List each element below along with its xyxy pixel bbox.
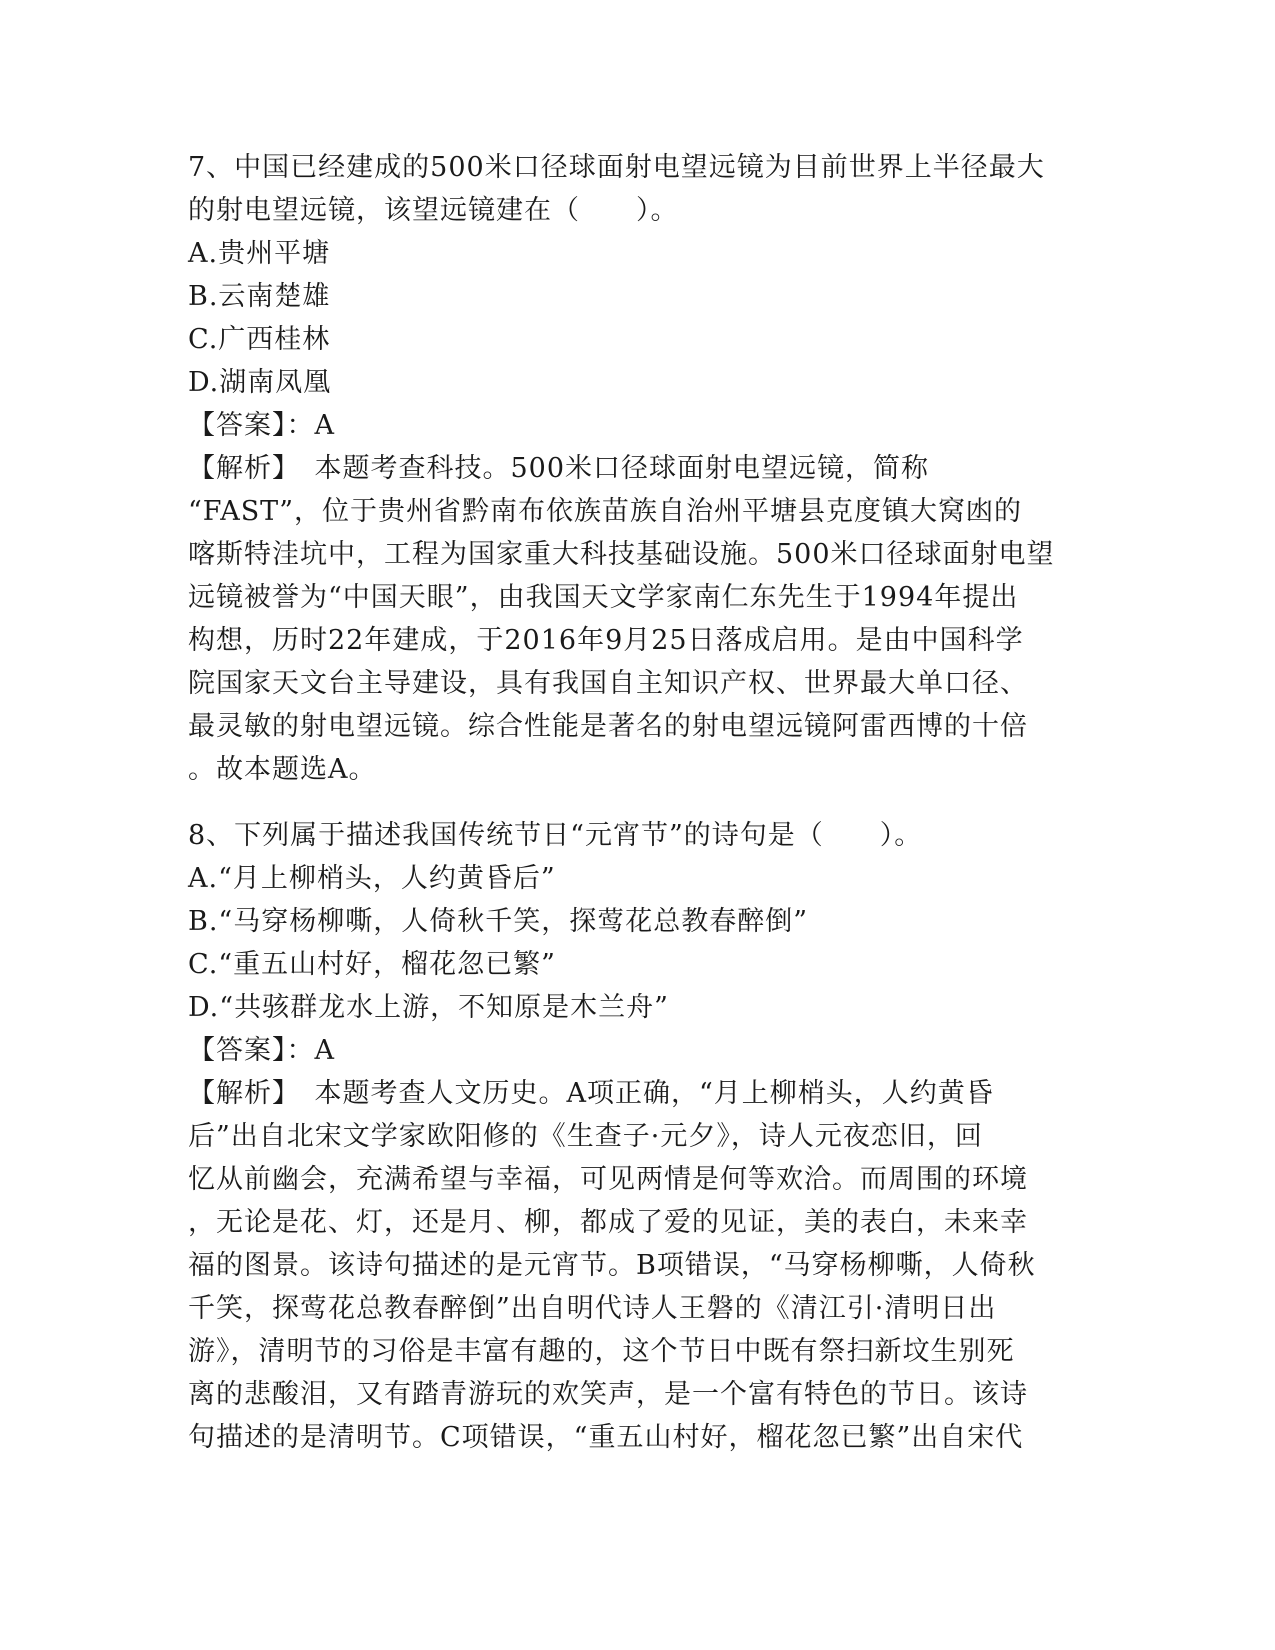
question-stem: 7、中国已经建成的500米口径球面射电望远镜为目前世界上半径最大 (188, 152, 1045, 183)
option-b: B.“马穿杨柳嘶，人倚秋千笑，探莺花总教春醉倒” (188, 906, 809, 937)
analysis-line: 【解析】 本题考查人文历史。A项正确，“月上柳梢头，人约黄昏 (188, 1078, 994, 1109)
analysis-line: 后”出自北宋文学家欧阳修的《生查子·元夕》，诗人元夜恋旧，回 (188, 1121, 983, 1152)
option-d: D.“共骇群龙水上游，不知原是木兰舟” (188, 992, 669, 1023)
question-7 (188, 146, 1088, 791)
analysis-line: 。故本题选A。 (188, 754, 377, 785)
analysis-line: 福的图景。该诗句描述的是元宵节。B项错误，“马穿杨柳嘶，人倚秋 (188, 1250, 1036, 1281)
analysis-line: 千笑，探莺花总教春醉倒”出自明代诗人王磐的《清江引·清明日出 (188, 1293, 997, 1324)
analysis-line: 院国家天文台主导建设，具有我国自主知识产权、世界最大单口径、 (188, 668, 1028, 699)
analysis-line: “FAST”，位于贵州省黔南布依族苗族自治州平塘县克度镇大窝凼的 (188, 496, 1022, 527)
analysis-line: 忆从前幽会，充满希望与幸福，可见两情是何等欢洽。而周围的环境 (188, 1164, 1028, 1195)
document-page (188, 146, 1088, 1459)
analysis-line: 构想，历时22年建成，于2016年9月25日落成启用。是由中国科学 (188, 625, 1024, 656)
option-b: B.云南楚雄 (188, 281, 331, 312)
question-stem: 的射电望远镜，该望远镜建在（ ）。 (188, 195, 679, 226)
analysis-line: 游》，清明节的习俗是丰富有趣的，这个节日中既有祭扫新坟生别死 (188, 1336, 1015, 1367)
analysis-line: 最灵敏的射电望远镜。综合性能是著名的射电望远镜阿雷西博的十倍 (188, 711, 1028, 742)
option-d: D.湖南凤凰 (188, 367, 332, 398)
option-a: A.“月上柳梢头，人约黄昏后” (188, 863, 556, 894)
analysis-line: 句描述的是清明节。C项错误，“重五山村好，榴花忽已繁”出自宋代 (188, 1422, 1024, 1453)
analysis-line: 【解析】 本题考查科技。500米口径球面射电望远镜，简称 (188, 453, 930, 484)
option-c: C.“重五山村好，榴花忽已繁” (188, 949, 556, 980)
question-stem: 8、下列属于描述我国传统节日“元宵节”的诗句是（ ）。 (188, 820, 923, 851)
option-c: C.广西桂林 (188, 324, 331, 355)
answer: 【答案】：A (188, 410, 335, 441)
question-spacer (188, 791, 1088, 814)
analysis-line: 离的悲酸泪，又有踏青游玩的欢笑声，是一个富有特色的节日。该诗 (188, 1379, 1028, 1410)
analysis-line: ，无论是花、灯，还是月、柳，都成了爱的见证，美的表白，未来幸 (188, 1207, 1028, 1238)
option-a: A.贵州平塘 (188, 238, 331, 269)
answer: 【答案】：A (188, 1035, 335, 1066)
analysis-line: 远镜被誉为“中国天眼”，由我国天文学家南仁东先生于1994年提出 (188, 582, 1019, 613)
analysis-line: 喀斯特洼坑中，工程为国家重大科技基础设施。500米口径球面射电望 (188, 539, 1055, 570)
question-8 (188, 814, 1088, 1459)
